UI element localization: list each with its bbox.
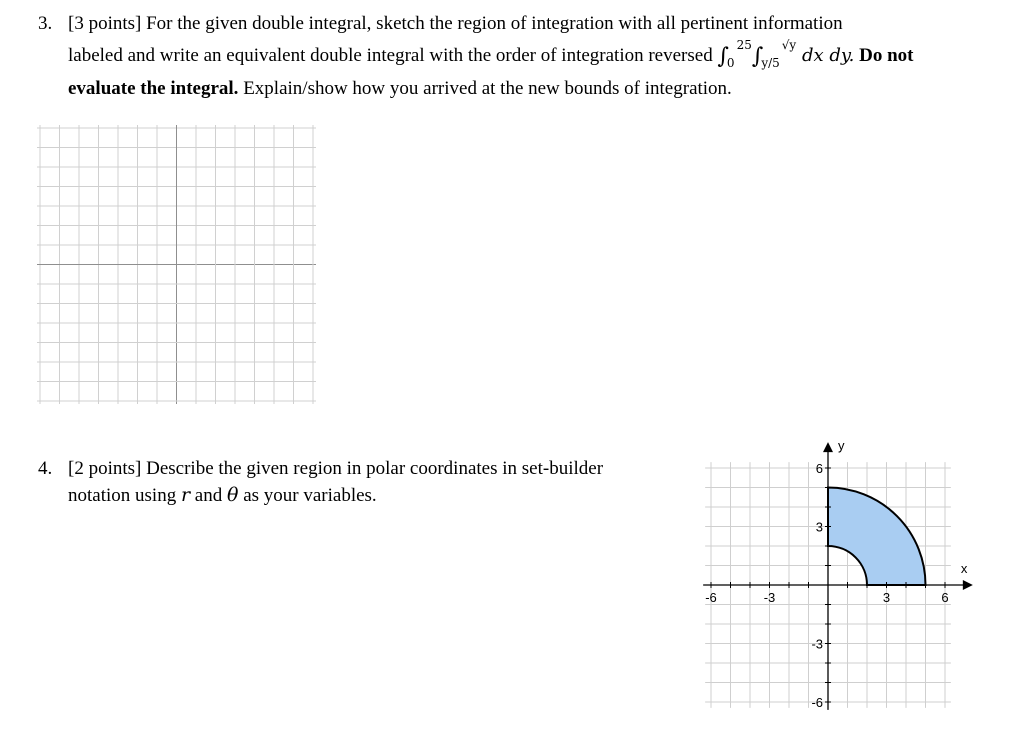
y-axis-arrow-icon: [823, 442, 833, 452]
question-text: Describe the given region in polar coordinates in set-builder: [146, 458, 604, 479]
question-text: and: [194, 485, 223, 506]
question-line-3: [68, 73, 998, 104]
question-line-2: [68, 39, 998, 73]
question-line-1: [68, 455, 678, 482]
polar-region-graph: [690, 435, 1010, 735]
question-text: as your variables.: [243, 485, 377, 506]
integral-sign: ∫: [717, 44, 729, 69]
question-text: For the given double integral, sketch the region of integration with all pertinent information: [146, 13, 843, 34]
points-label: [3 points]: [68, 13, 142, 34]
inner-lower-bound: y/5: [761, 56, 780, 70]
outer-upper-bound: 25: [736, 38, 752, 52]
question-text: notation using: [68, 485, 177, 506]
question-number: 3.: [38, 13, 53, 34]
x-tick-label: 6: [941, 590, 949, 605]
outer-lower-bound: 0: [726, 56, 735, 70]
bold-instruction: evaluate the integral.: [68, 78, 239, 99]
question-text: Explain/show how you arrived at the new bounds of integration.: [243, 78, 732, 99]
bold-instruction: Do not: [859, 45, 914, 66]
y-axis-label: y: [838, 438, 845, 454]
question-text: labeled and write an equivalent double integral with the order of integration reversed: [68, 45, 713, 66]
x-tick-label: -6: [705, 590, 717, 605]
y-tick-label: 6: [815, 461, 823, 476]
variable-r: r: [180, 484, 191, 506]
y-tick-label: 3: [815, 519, 823, 535]
shaded-region: [828, 488, 926, 586]
x-axis-label: x: [960, 561, 968, 576]
y-tick-label: -3: [811, 636, 823, 652]
integral-sign: ∫: [751, 44, 764, 69]
graph-axes: [703, 442, 973, 710]
question-4: [38, 455, 678, 509]
x-tick-label: 3: [882, 590, 891, 605]
points-label: [2 points]: [68, 458, 142, 479]
double-integral: [717, 38, 855, 70]
question-number: 4.: [38, 458, 53, 479]
x-tick-label: -3: [763, 590, 776, 605]
sketch-grid: [30, 120, 330, 412]
question-line-1: [68, 8, 998, 39]
x-axis-arrow-icon: [963, 580, 973, 590]
y-tick-label: -6: [811, 695, 823, 710]
variable-theta: θ: [226, 484, 239, 506]
inner-upper-bound: √y: [781, 38, 797, 52]
differentials: dx dy.: [801, 45, 855, 66]
question-3: [38, 8, 998, 104]
question-line-2: [68, 482, 678, 509]
